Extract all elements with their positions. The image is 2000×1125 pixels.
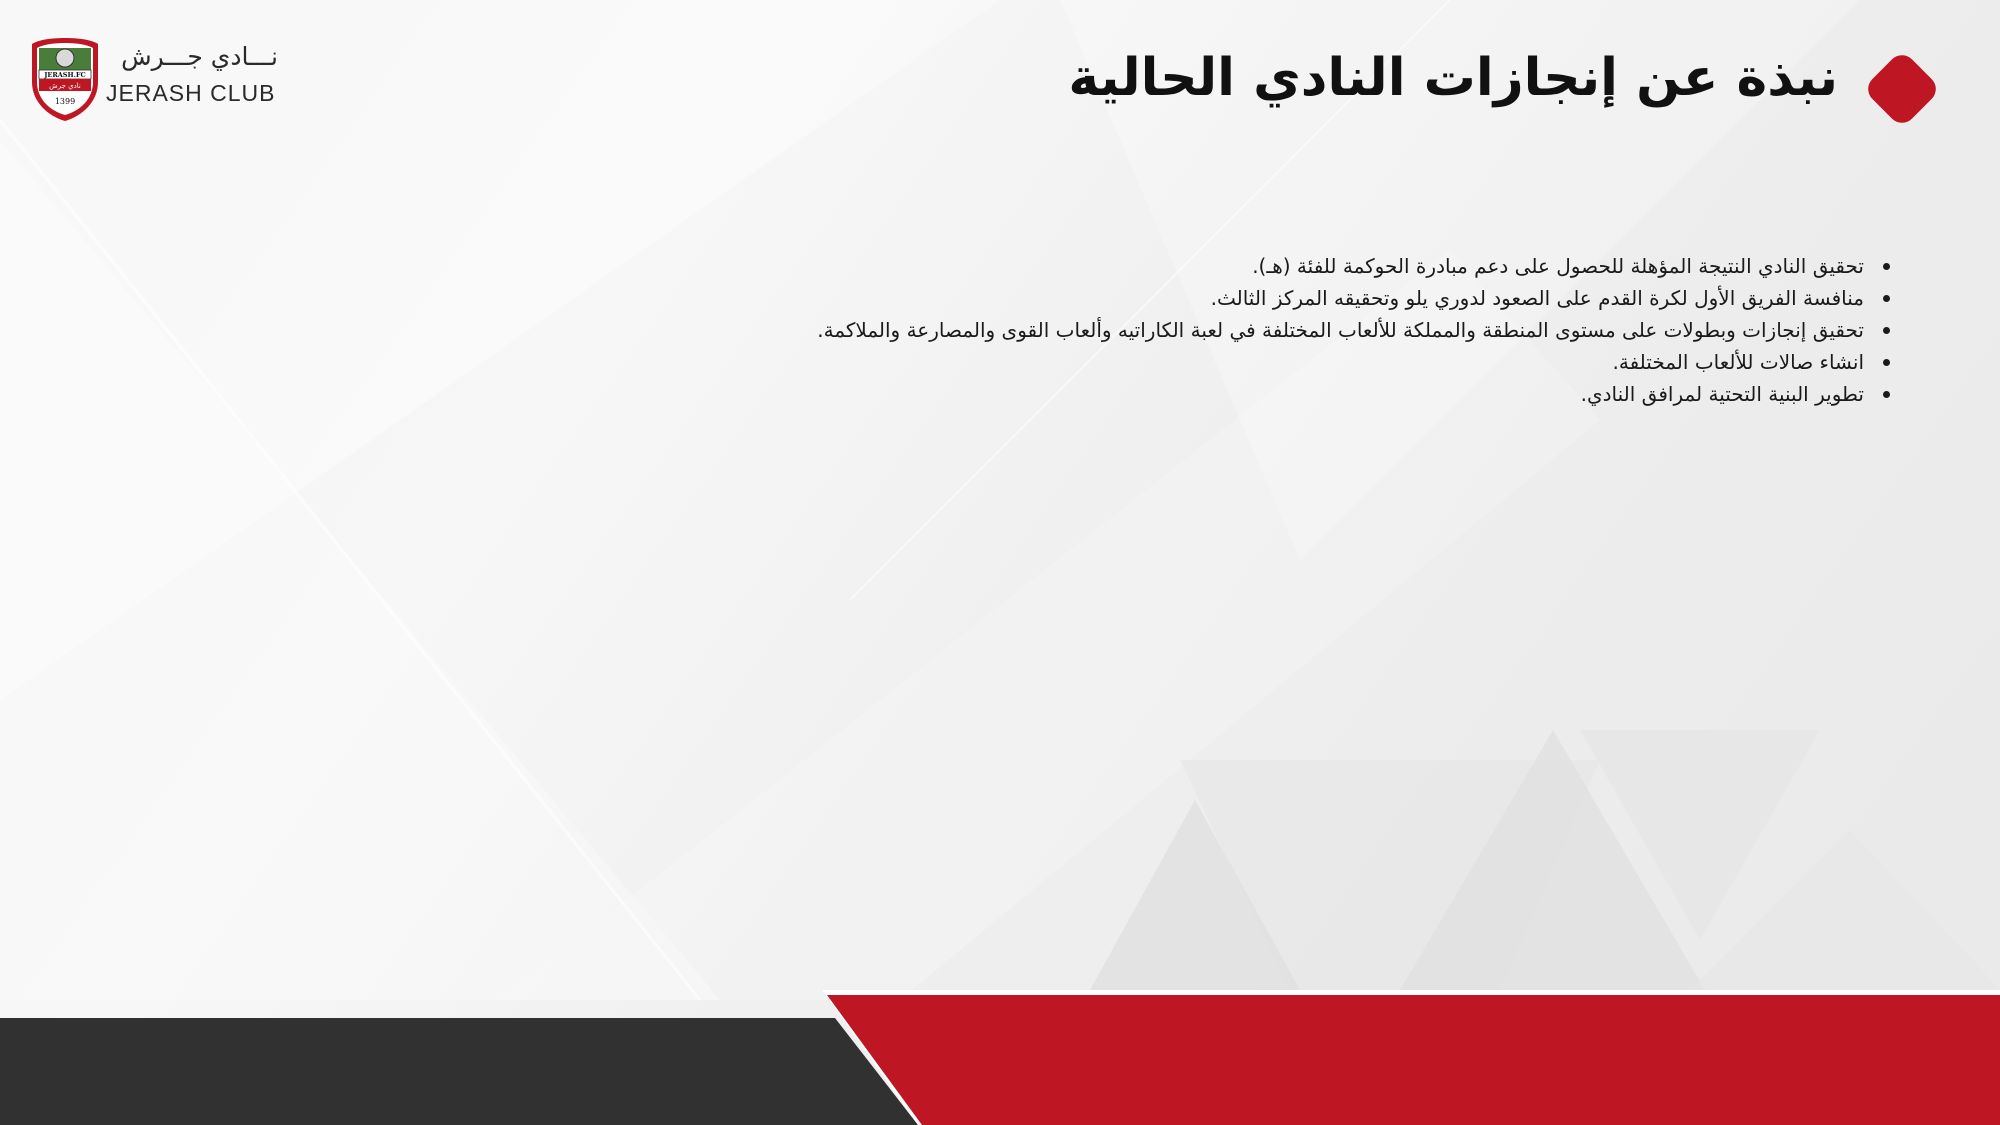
achievements-list <box>564 250 1892 410</box>
club-logo <box>30 36 100 122</box>
logo-text-top: JERASH.FC <box>44 71 86 79</box>
list-item-text: انشاء صالات للألعاب المختلفة. <box>1612 350 1864 374</box>
bullet-icon <box>1883 359 1890 366</box>
bullet-icon <box>1883 327 1890 334</box>
bullet-icon <box>1883 263 1890 270</box>
list-item <box>564 314 1864 346</box>
list-item-text: تحقيق إنجازات وبطولات على مستوى المنطقة والمملكة للألعاب المختلفة في لعبة الكاراتيه وألعاب القوى والمصارعة والملاكمة. <box>817 318 1864 342</box>
dark-band <box>0 1018 918 1125</box>
red-band <box>827 995 2000 1125</box>
list-item <box>564 282 1864 314</box>
list-item <box>564 378 1864 410</box>
list-item <box>564 250 1864 282</box>
brand-name-arabic: نـــادي جـــرش <box>121 42 278 71</box>
brand-name-english: JERASH CLUB <box>106 80 276 106</box>
list-item <box>564 346 1864 378</box>
list-item-text: تطوير البنية التحتية لمرافق النادي. <box>1580 382 1864 406</box>
bullet-icon <box>1883 391 1890 398</box>
bullet-icon <box>1883 295 1890 302</box>
list-item-text: منافسة الفريق الأول لكرة القدم على الصعود لدوري يلو وتحقيقه المركز الثالث. <box>1210 286 1864 310</box>
logo-year: 1399 <box>54 97 76 106</box>
list-item-text: تحقيق النادي النتيجة المؤهلة للحصول على دعم مبادرة الحوكمة للفئة (هـ). <box>1252 254 1864 278</box>
logo-text-mid: نادي جرش <box>49 82 81 90</box>
page-title: نبذة عن إنجازات النادي الحالية <box>1068 48 1838 108</box>
title-diamond-icon <box>1856 43 1948 135</box>
